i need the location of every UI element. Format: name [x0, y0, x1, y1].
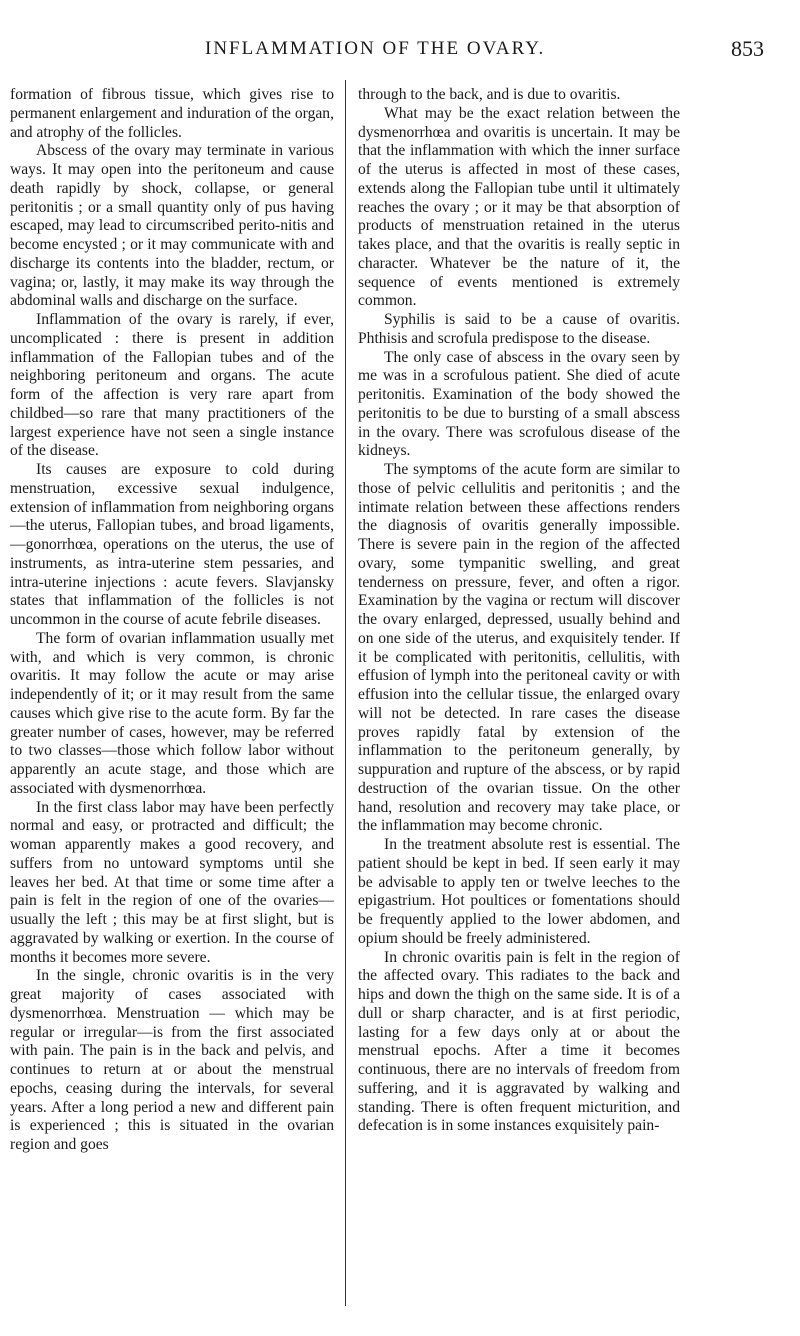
paragraph: Syphilis is said to be a cause of ovaritis. Phthisis and scrofula predispose to the disease.: [358, 311, 680, 347]
right-column: [358, 86, 680, 1136]
page-number: 853: [731, 36, 764, 61]
paragraph: In the treatment absolute rest is essential. The patient should be kept in bed. If seen early it may be advisable to apply ten or twelve leeches to the epigastrium. Hot poultices or fomentations should be frequently applied to the lower abdomen, and opium should be freely administered.: [358, 836, 680, 947]
paragraph: formation of fibrous tissue, which gives rise to permanent enlargement and induration of the organ, and atrophy of the follicles.: [10, 86, 334, 141]
paragraph: In chronic ovaritis pain is felt in the region of the affected ovary. This radiates to the back and hips and down the thigh on the same side. It is of a dull or sharp character, and is at first periodic, lasting for a few days only at or about the menstrual epochs. After a time it becomes continuous, there are no intervals of freedom from suffering, and it is aggravated by walking and standing. There is often frequent micturition, and defecation is in some instances exquisitely pain-: [358, 948, 680, 1135]
paragraph: Inflammation of the ovary is rarely, if ever, uncomplicated : there is present in addition inflammation of the Fallopian tubes and of the neighboring peritoneum and organs. The acute form of the affection is very rare apart from childbed—so rare that many practitioners of the largest experience have not seen a single instance of the disease.: [10, 311, 334, 460]
paragraph: In the single, chronic ovaritis is in the very great majority of cases associated with dysmenorrhœa. Menstruation — which may be regular or irregular—is from the first associated with pain. The pain is in the back and pelvis, and continues to return at or about the menstrual epochs, ceasing during the intervals, for several years. After a long period a new and different pain is experienced ; this is situated in the ovarian region and goes: [10, 967, 334, 1153]
running-head: [0, 38, 800, 66]
running-title: INFLAMMATION OF THE OVARY.: [205, 38, 546, 59]
paragraph: through to the back, and is due to ovaritis.: [358, 86, 621, 103]
paragraph: In the first class labor may have been perfectly normal and easy, or protracted and difficult; the woman apparently makes a good recovery, and suffers from no untoward symptoms until she leaves her bed. At that time or some time after a pain is felt in the region of one of the ovaries—usually the left ; this may be at first slight, but is aggravated by walking or exertion. In the course of months it becomes more severe.: [10, 798, 334, 966]
left-column: [10, 86, 334, 1155]
column-divider: [345, 80, 346, 1306]
paragraph: The symptoms of the acute form are similar to those of pelvic cellulitis and peritonitis ; and the intimate relation between these affections renders the diagnosis of ovaritis generally impossible. There is severe pain in the region of the affected ovary, some tympanitic swelling, and great tenderness on pressure, fever, and often a rigor. Examination by the vagina or rectum will discover the ovary enlarged, depressed, usually behind and on one side of the uterus, and exquisitely tender. If it be complicated with peritonitis, cellulitis, with effusion of lymph into the peritoneal cavity or with effusion into the cellular tissue, the enlarged ovary will not be detected. In rare cases the disease proves rapidly fatal by extension of the inflammation to the peritoneum generally, by suppuration and rupture of the abscess, or by rapid destruction of the ovarian tissue. On the other hand, resolution and recovery may take place, or the inflammation may become chronic.: [358, 461, 680, 835]
paragraph: The only case of abscess in the ovary seen by me was in a scrofulous patient. She died of acute peritonitis. Examination of the body showed the peritonitis to be due to bursting of a small abscess in the ovary. There was scrofulous disease of the kidneys.: [358, 348, 680, 460]
paragraph: Abscess of the ovary may terminate in various ways. It may open into the peritoneum and cause death rapidly by shock, collapse, or general peritonitis ; or a small quantity only of pus having escaped, may lead to circumscribed perito-nitis and become encysted ; or it may communicate with and discharge its contents into the bladder, rectum, or vagina; or, lastly, it may make its way through the abdominal walls and discharge on the surface.: [10, 142, 334, 310]
paragraph: Its causes are exposure to cold during menstruation, excessive sexual indulgence, extension of inflammation from neighboring organs—the uterus, Fallopian tubes, and broad ligaments,—gonorrhœa, operations on the uterus, the use of instruments, as intra-uterine stem pessaries, and intra-uterine injections : acute fevers. Slavjansky states that inflammation of the follicles is not uncommon in the course of acute febrile diseases.: [10, 461, 334, 628]
paragraph: What may be the exact relation between the dysmenorrhœa and ovaritis is uncertain. It may be that the inflammation with which the inner surface of the uterus is affected in most of these cases, extends along the Fallopian tube until it ultimately reaches the ovary ; or it may be that absorption of products of menstruation retained in the uterus takes place, and that the ovaritis is really septic in character. Whatever be the nature of it, the sequence of events mentioned is extremely common.: [358, 104, 680, 310]
paragraph: The form of ovarian inflammation usually met with, and which is very common, is chronic ovaritis. It may follow the acute or may arise independently of it; or it may result from the same causes which give rise to the acute form. By far the greater number of cases, however, may be referred to two classes—those which follow labor without apparently an acute stage, and those which are associated with dysmenorrhœa.: [10, 629, 334, 797]
